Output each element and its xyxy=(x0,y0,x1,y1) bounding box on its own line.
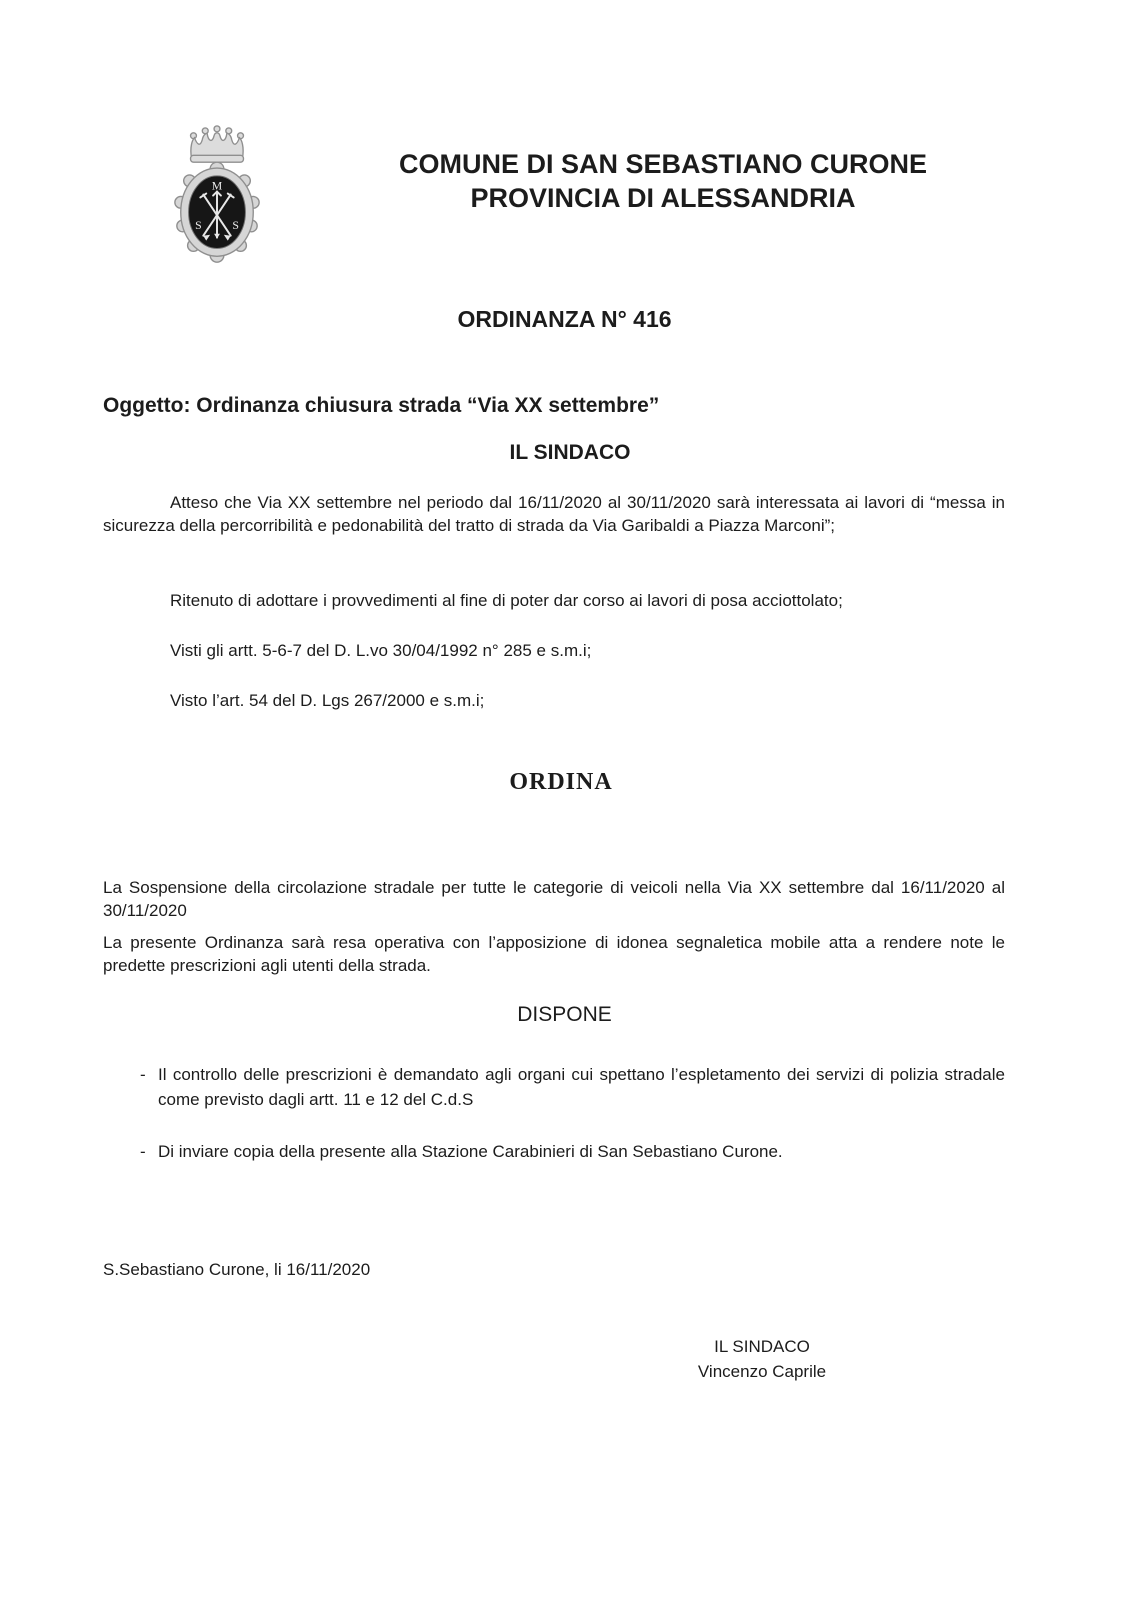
recital-atteso: Atteso che Via XX settembre nel periodo dal 16/11/2020 al 30/11/2020 sarà interessata ai lavori di “messa in sicurezza della percorribilità e pedonabilità del tratto di strada da Via Garibaldi a Piazza Marconi”; xyxy=(103,493,1005,535)
subject-line: Oggetto: Ordinanza chiusura strada “Via XX settembre” xyxy=(103,394,660,417)
recital-visto: Visto l’art. 54 del D. Lgs 267/2000 e s.m.i; xyxy=(170,691,485,710)
dispone-heading: DISPONE xyxy=(517,1003,612,1026)
crest-letter-m: M xyxy=(211,179,223,193)
ordinance-number: ORDINANZA N° 416 xyxy=(457,306,672,332)
provision-text-carabinieri: Di inviare copia della presente alla Stazione Carabinieri di San Sebastiano Curone. xyxy=(158,1142,783,1161)
crest-letter-s-left: S xyxy=(195,218,202,232)
provision-text-control: Il controllo delle prescrizioni è demandato agli organi cui spettano l’espletamento dei servizi di polizia stradale come previsto dagli artt. 11 e 12 del C.d.S xyxy=(158,1065,1005,1109)
signature-title: IL SINDACO xyxy=(714,1337,810,1356)
municipality-name: COMUNE DI SAN SEBASTIANO CURONE xyxy=(398,149,928,179)
list-item xyxy=(103,1139,1005,1164)
signature-block xyxy=(612,1334,912,1384)
signature-name: Vincenzo Caprile xyxy=(697,1362,827,1381)
ordina-heading: ORDINA xyxy=(509,769,613,795)
order-paragraph-signage: La presente Ordinanza sarà resa operativa con l’apposizione di idonea segnaletica mobile atta a rendere note le predette prescrizioni agli utenti della strada. xyxy=(103,933,1005,975)
coat-of-arms-icon xyxy=(168,124,266,268)
order-paragraph-suspension: La Sospensione della circolazione stradale per tutte le categorie di veicoli nella Via XX settembre dal 16/11/2020 al 30/11/2020 xyxy=(103,878,1005,920)
recital-visti: Visti gli artt. 5-6-7 del D. L.vo 30/04/1992 n° 285 e s.m.i; xyxy=(170,641,592,660)
recital-ritenuto: Ritenuto di adottare i provvedimenti al fine di poter dar corso ai lavori di posa acciottolato; xyxy=(170,591,843,610)
crest-letter-s-right: S xyxy=(232,218,239,232)
issuer-heading: IL SINDACO xyxy=(509,441,631,464)
list-dash-marker: - xyxy=(140,1065,146,1084)
municipality-header xyxy=(298,147,1028,215)
coat-of-arms-graphic xyxy=(168,124,266,268)
list-dash-marker: - xyxy=(140,1142,146,1161)
province-name: PROVINCIA DI ALESSANDRIA xyxy=(470,183,856,213)
provisions-list xyxy=(103,1062,1005,1191)
place-and-date-line: S.Sebastiano Curone, li 16/11/2020 xyxy=(103,1260,371,1279)
list-item xyxy=(103,1062,1005,1112)
crest-crown xyxy=(191,126,244,162)
